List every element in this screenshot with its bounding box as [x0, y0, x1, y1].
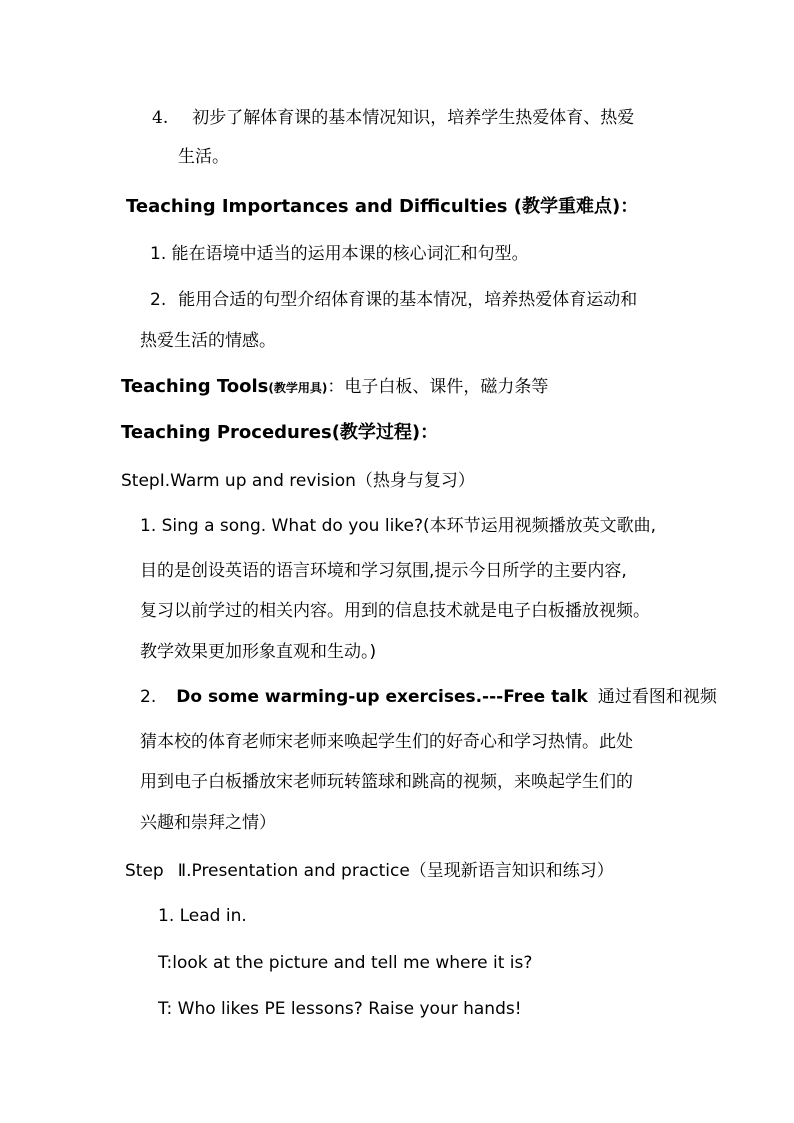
step1-item1-line3: 复习以前学过的相关内容。用到的信息技术就是电子白板播放视频。 — [140, 601, 650, 621]
step1-item2-line4: 兴趣和崇拜之情） — [140, 813, 276, 833]
importance-item-2-text: 能用合适的句型介绍体育课的基本情况，培养热爱体育运动和 — [178, 290, 638, 310]
importances-heading-cn: (教学重难点)： — [513, 196, 639, 217]
procedures-heading-cn: (教学过程)： — [331, 422, 439, 443]
step2-teacher-line-1: T:look at the picture and tell me where it is? — [158, 953, 533, 973]
step1-item1-line1: 1. Sing a song. What do you like?(本环节运用视频播放英文歌曲, — [140, 516, 657, 536]
importance-item-2 — [150, 290, 637, 310]
procedures-heading — [121, 423, 438, 443]
importance-item-1-number: 1. — [150, 244, 167, 264]
step1-item2-en: Do some warming-up exercises.---Free talk — [176, 687, 588, 707]
step1-item1-line4: 教学效果更加形象直观和生动。) — [140, 642, 377, 662]
procedures-heading-en: Teaching Procedures — [121, 422, 332, 443]
tools-heading-cn: (教学用具) — [268, 381, 328, 395]
step2-heading-rest: Ⅱ.Presentation and practice（呈现新语言知识和练习） — [177, 861, 614, 881]
tools-line — [121, 377, 548, 398]
step2-heading-step: Step — [125, 861, 164, 881]
importance-item-2-number: 2. — [150, 290, 167, 310]
step1-heading: StepⅠ.Warm up and revision（热身与复习） — [121, 471, 475, 491]
step1-item2-line2: 猜本校的体育老师宋老师来唤起学生们的好奇心和学习热情。此处 — [140, 732, 633, 752]
objective-4-number: 4. — [152, 108, 169, 128]
objective-4-text: 初步了解体育课的基本情况知识，培养学生热爱体育、热爱 — [192, 108, 635, 128]
step1-item2-line3: 用到电子白板播放宋老师玩转篮球和跳高的视频，来唤起学生们的 — [140, 772, 633, 792]
step2-teacher-line-2: T: Who likes PE lessons? Raise your hands! — [158, 999, 522, 1019]
tools-text: ：电子白板、课件，磁力条等 — [327, 377, 549, 397]
step1-item1-line2: 目的是创设英语的语言环境和学习氛围,提示今日所学的主要内容, — [140, 561, 627, 581]
step2-heading — [125, 861, 614, 881]
step2-item1: 1. Lead in. — [158, 906, 247, 926]
objective-4 — [152, 108, 634, 128]
importance-item-1-text: 能在语境中适当的运用本课的核心词汇和句型。 — [171, 244, 529, 264]
step1-item2 — [140, 687, 717, 707]
importance-item-1 — [150, 244, 529, 264]
importances-heading — [126, 197, 638, 217]
tools-heading-en: Teaching Tools — [121, 376, 269, 397]
step1-item2-number: 2. — [140, 687, 157, 707]
importances-heading-en: Teaching Importances and Difficulties — [126, 196, 508, 217]
step1-item2-cn: 通过看图和视频 — [597, 687, 717, 707]
objective-4-continuation: 生活。 — [178, 147, 229, 167]
importance-item-2-continuation: 热爱生活的情感。 — [140, 331, 276, 351]
